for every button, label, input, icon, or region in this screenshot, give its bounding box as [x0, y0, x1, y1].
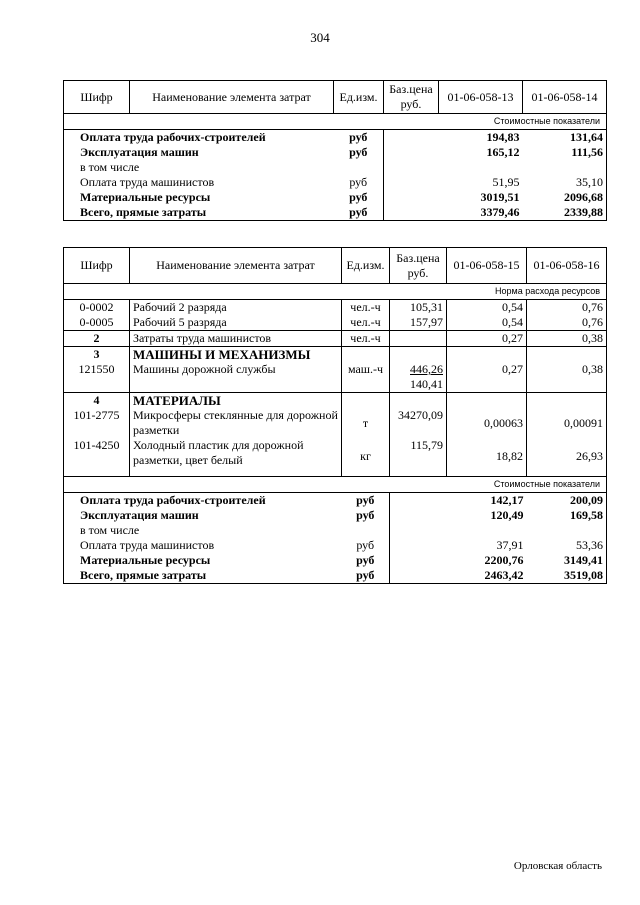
- table-row: Материальные ресурсы руб 2200,76 3149,41: [64, 553, 607, 568]
- table-row: Всего, прямые затраты руб 2463,42 3519,08: [64, 568, 607, 584]
- header-name: Наименование элемента затрат: [130, 81, 334, 114]
- resource-row: 121550 Машины дорожной службы маш.-ч 446,26 140,41 0,27 0,38: [64, 362, 607, 393]
- section-heading-row: 3 МАШИНЫ И МЕХАНИЗМЫ: [64, 347, 607, 363]
- table-row: Материальные ресурсы руб 3019,51 2096,68: [64, 190, 607, 205]
- header-col2: 01-06-058-14: [523, 81, 607, 114]
- header-name: Наименование элемента затрат: [130, 248, 342, 284]
- header-col2: 01-06-058-16: [527, 248, 607, 284]
- table-row: в том числе: [64, 523, 607, 538]
- footer-region: Орловская область: [513, 860, 602, 872]
- resource-row: 0-0005 Рабочий 5 разряда чел.-ч 157,97 0,54 0,76: [64, 315, 607, 331]
- table-row: Оплата труда машинистов руб 37,91 53,36: [64, 538, 607, 553]
- resource-row: 0-0002 Рабочий 2 разряда чел.-ч 105,31 0,54 0,76: [64, 300, 607, 316]
- resources-caption: Норма расхода ресурсов: [64, 284, 607, 300]
- header-col1: 01-06-058-13: [439, 81, 523, 114]
- resource-row: 101-4250 Холодный пластик для дорожной разметки, цвет белый кг 115,79 18,82 26,93: [64, 438, 607, 476]
- table-row: Эксплуатация машин руб 120,49 169,58: [64, 508, 607, 523]
- header-unit: Ед.изм.: [334, 81, 384, 114]
- header-base-price: Баз.цена руб.: [384, 81, 439, 114]
- header-base-price: Баз.цена руб.: [390, 248, 447, 284]
- header-col1: 01-06-058-15: [447, 248, 527, 284]
- table-row: Оплата труда рабочих-строителей руб 142,17 200,09: [64, 492, 607, 508]
- table-row: в том числе: [64, 160, 607, 175]
- section-caption: Стоимостные показатели: [64, 114, 607, 130]
- table-row: Эксплуатация машин руб 165,12 111,56: [64, 145, 607, 160]
- table-row: Оплата труда машинистов руб 51,95 35,10: [64, 175, 607, 190]
- header-code: Шифр: [64, 248, 130, 284]
- cost-table-2: [63, 247, 607, 584]
- section-caption: Стоимостные показатели: [64, 476, 607, 492]
- resource-row: 2 Затраты труда машинистов чел.-ч 0,27 0,38: [64, 331, 607, 347]
- table-row: Всего, прямые затраты руб 3379,46 2339,88: [64, 205, 607, 221]
- page-number: 304: [310, 30, 330, 45]
- header-unit: Ед.изм.: [342, 248, 390, 284]
- cost-table-1: [63, 80, 607, 221]
- header-code: Шифр: [64, 81, 130, 114]
- section-heading-row: 4 МАТЕРИАЛЫ: [64, 393, 607, 409]
- resource-row: 101-2775 Микросферы стеклянные для дорожной разметки т 34270,09 0,00063 0,00091: [64, 408, 607, 438]
- table-row: Оплата труда рабочих-строителей руб 194,83 131,64: [64, 130, 607, 146]
